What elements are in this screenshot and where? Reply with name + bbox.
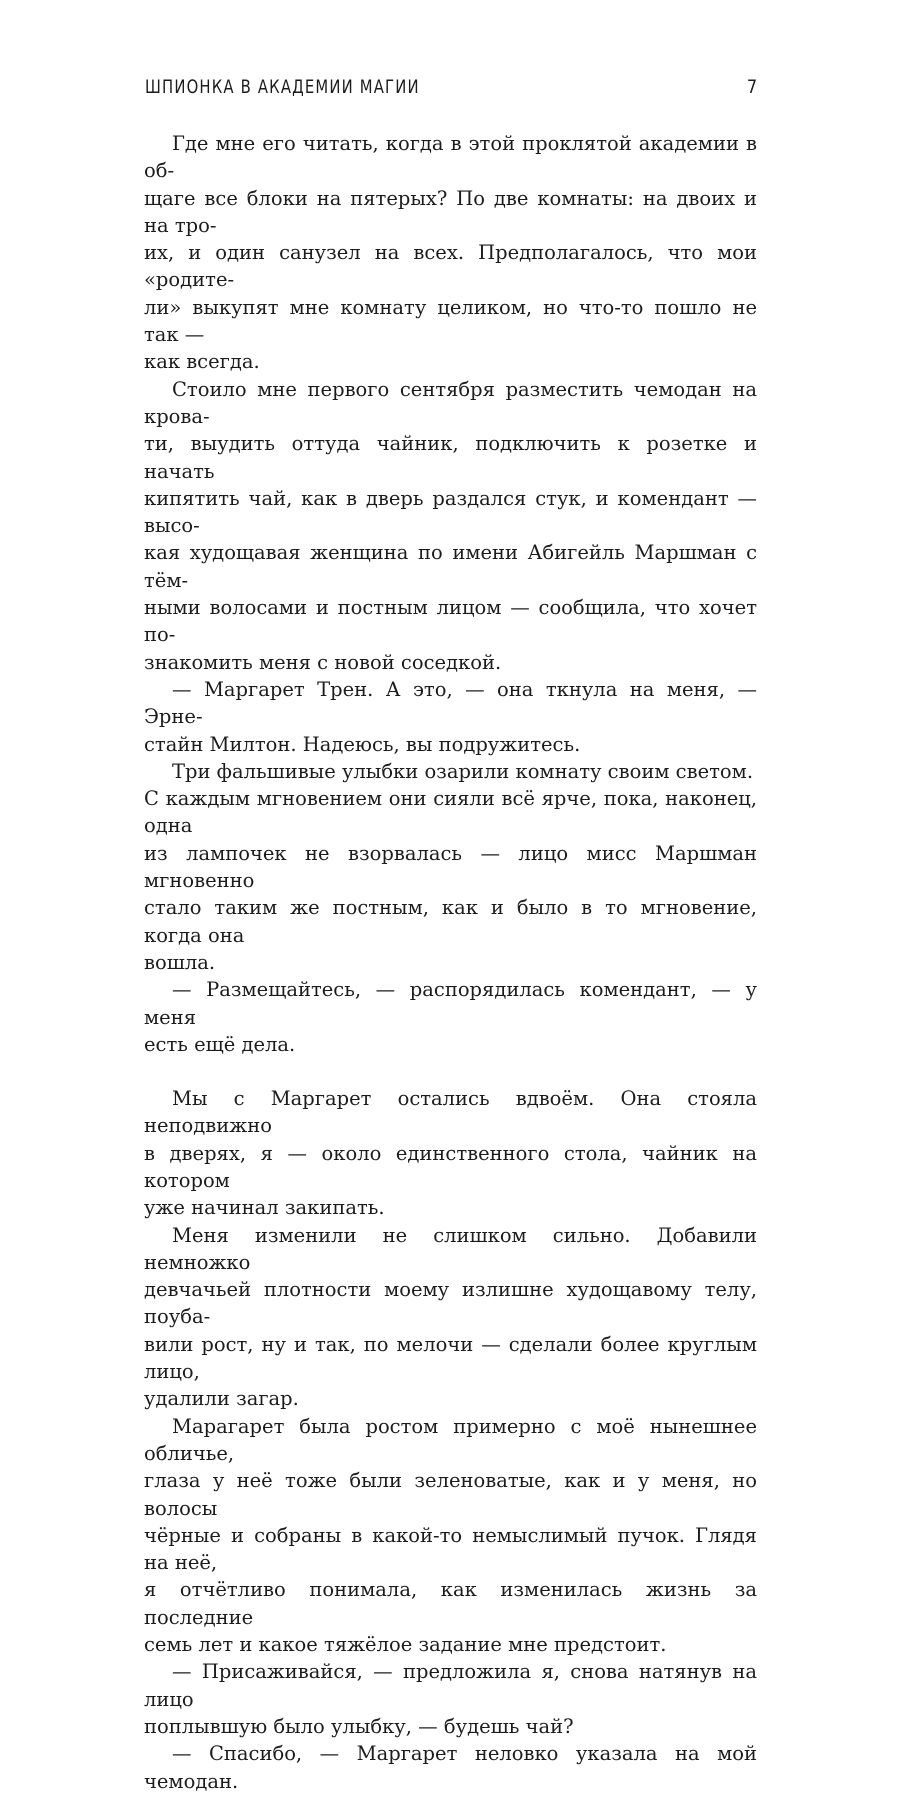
- paragraph: — Размещайтесь, — распорядилась комендант, — у меня есть ещё дела.: [144, 978, 757, 1056]
- section-break: [144, 1058, 757, 1085]
- paragraph: — Спасибо, — Маргарет неловко указала на мой чемодан.: [144, 1742, 757, 1793]
- paragraph: Три фальшивые улыбки озарили комнату своим светом. С каждым мгновением они сияли всё ярче, пока, наконец, одна из лампочек не взорвалась — лицо мисс Маршман мгновенно стало таким же постным, как и было в то мгновение, когда она вошла.: [144, 759, 757, 974]
- text-body: [144, 130, 757, 1795]
- paragraph: Меня изменили не слишком сильно. Добавили немножко девчачьей плотности моему излишне худощавому телу, поуба- вили рост, ну и так, по мелочи — сделали более круглым лицо, удалили загар.: [144, 1223, 757, 1411]
- running-head: [145, 76, 757, 106]
- paragraph: — Маргарет Трен. А это, — она ткнула на меня, — Эрне- стайн Милтон. Надеюсь, вы подружитесь.: [144, 677, 757, 756]
- paragraph: — Присаживайся, — предложила я, снова натянув на лицо поплывшую было улыбку, — будешь чай?: [144, 1660, 757, 1738]
- paragraph: Марагарет была ростом примерно с моё нынешнее обличье, глаза у неё тоже были зеленоватые, как и у меня, но волосы чёрные и собраны в какой-то немыслимый пучок. Глядя на неё, я отчётливо понимала, как изменилась жизнь за последние семь лет и какое тяжёлое задание мне предстоит.: [144, 1414, 757, 1657]
- book-title: ШПИОНКА В АКАДЕМИИ МАГИИ: [145, 76, 420, 98]
- paragraph: Стоило мне первого сентября разместить чемодан на крова- ти, выудить оттуда чайник, подключить к розетке и начать кипятить чай, как в дверь раздался стук, и комендант — высо- кая худощавая женщина по имени Абигейль Маршман с тём- ными волосами и постным лицом — сообщила, что хочет по- знакомить меня с новой соседкой.: [144, 377, 757, 674]
- paragraph: Мы с Маргарет остались вдвоём. Она стояла неподвижно в дверях, я — около единственного стола, чайник на котором уже начинал закипать.: [144, 1087, 757, 1220]
- page-number: 7: [746, 76, 757, 98]
- paragraph: Где мне его читать, когда в этой проклятой академии в об- щаге все блоки на пятерых? По две комнаты: на двоих и на тро- их, и один санузел на всех. Предполагалось, что мои «родите- ли» выкупят мне комнату целиком, но что-то пошло не так — как всегда.: [144, 132, 757, 374]
